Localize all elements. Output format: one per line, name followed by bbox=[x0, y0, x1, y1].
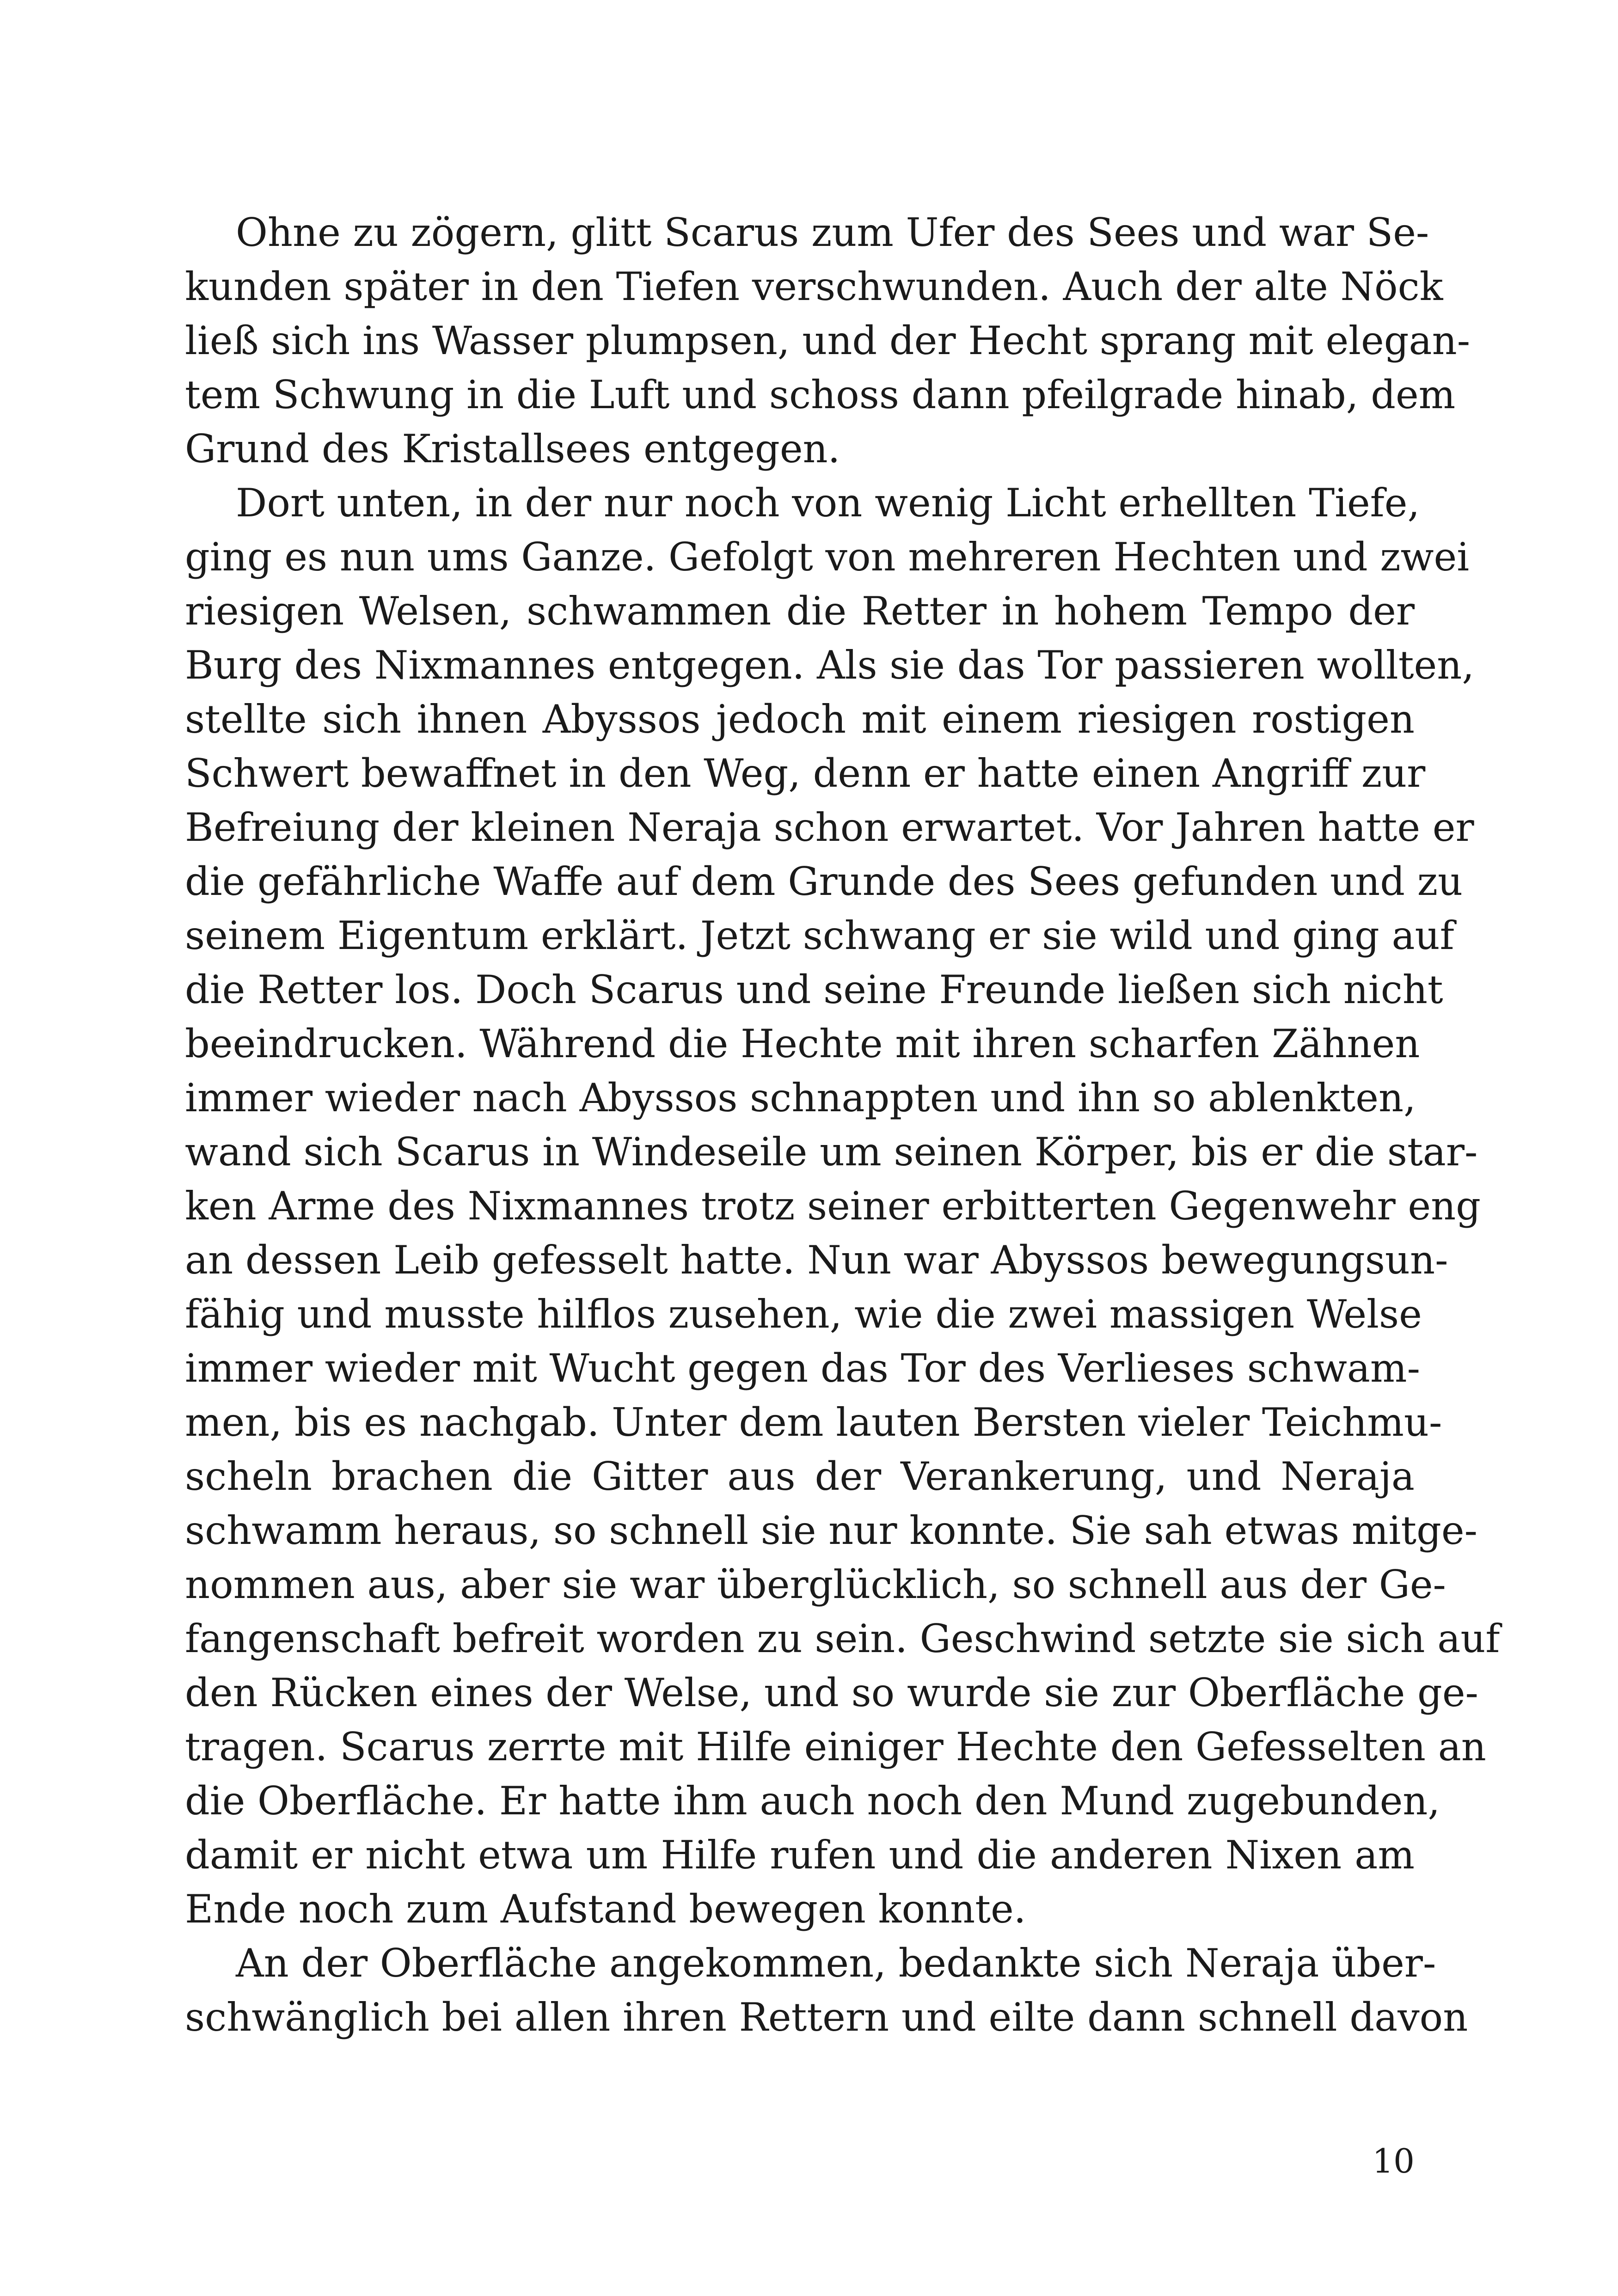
text-line: beeindrucken. Während die Hechte mit ihren scharfen Zähnen bbox=[185, 1021, 1420, 1066]
text-line: men, bis es nachgab. Unter dem lauten Bersten vieler Teichmu- bbox=[185, 1400, 1442, 1445]
text-line: tem Schwung in die Luft und schoss dann pfeilgrade hinab, dem bbox=[185, 372, 1456, 417]
text-line: schwamm heraus, so schnell sie nur konnte. Sie sah etwas mitge- bbox=[185, 1508, 1477, 1553]
text-line: seinem Eigentum erklärt. Jetzt schwang er sie wild und ging auf bbox=[185, 913, 1454, 958]
text-line: scheln brachen die Gitter aus der Verankerung, und Neraja bbox=[185, 1454, 1415, 1499]
text-line: schwänglich bei allen ihren Rettern und eilte dann schnell davon bbox=[185, 1995, 1468, 2040]
text-line: fangenschaft befreit worden zu sein. Geschwind setzte sie sich auf bbox=[185, 1616, 1500, 1661]
text-line: stellte sich ihnen Abyssos jedoch mit einem riesigen rostigen bbox=[185, 697, 1415, 742]
text-line: die gefährliche Waffe auf dem Grunde des Sees gefunden und zu bbox=[185, 859, 1463, 904]
text-line: immer wieder mit Wucht gegen das Tor des Verlieses schwam- bbox=[185, 1346, 1420, 1391]
text-line: nommen aus, aber sie war überglücklich, so schnell aus der Ge- bbox=[185, 1562, 1446, 1607]
text-line: Ohne zu zögern, glitt Scarus zum Ufer des Sees und war Se- bbox=[236, 210, 1429, 255]
text-line: ließ sich ins Wasser plumpsen, und der Hecht sprang mit elegan- bbox=[185, 318, 1471, 363]
text-line: Grund des Kristallsees entgegen. bbox=[185, 426, 840, 471]
text-line: Burg des Nixmannes entgegen. Als sie das Tor passieren wollten, bbox=[185, 643, 1475, 688]
text-line: ken Arme des Nixmannes trotz seiner erbitterten Gegenwehr eng bbox=[185, 1183, 1481, 1229]
text-line: kunden später in den Tiefen verschwunden. Auch der alte Nöck bbox=[185, 264, 1443, 309]
text-line: die Oberfläche. Er hatte ihm auch noch den Mund zugebunden, bbox=[185, 1778, 1440, 1824]
text-line: Befreiung der kleinen Neraja schon erwartet. Vor Jahren hatte er bbox=[185, 805, 1474, 850]
page-number: 10 bbox=[1372, 2142, 1415, 2180]
text-line: den Rücken eines der Welse, und so wurde sie zur Oberfläche ge- bbox=[185, 1670, 1478, 1715]
text-line: An der Oberfläche angekommen, bedankte sich Neraja über- bbox=[236, 1941, 1436, 1986]
text-line: immer wieder nach Abyssos schnappten und ihn so ablenkten, bbox=[185, 1075, 1416, 1120]
text-line: fähig und musste hilflos zusehen, wie die zwei massigen Welse bbox=[185, 1292, 1422, 1337]
text-line: tragen. Scarus zerrte mit Hilfe einiger Hechte den Gefesselten an bbox=[185, 1724, 1486, 1769]
text-line: damit er nicht etwa um Hilfe rufen und die anderen Nixen am bbox=[185, 1832, 1415, 1878]
text-line: ging es nun ums Ganze. Gefolgt von mehreren Hechten und zwei bbox=[185, 534, 1470, 580]
text-line: an dessen Leib gefesselt hatte. Nun war Abyssos bewegungsun- bbox=[185, 1237, 1448, 1283]
text-line: Schwert bewaffnet in den Weg, denn er hatte einen Angriff zur bbox=[185, 751, 1426, 796]
text-line: die Retter los. Doch Scarus und seine Freunde ließen sich nicht bbox=[185, 967, 1443, 1012]
text-line: riesigen Welsen, schwammen die Retter in hohem Tempo der bbox=[185, 588, 1415, 634]
text-line: wand sich Scarus in Windeseile um seinen Körper, bis er die star- bbox=[185, 1129, 1478, 1175]
text-line: Dort unten, in der nur noch von wenig Licht erhellten Tiefe, bbox=[236, 480, 1420, 526]
text-line: Ende noch zum Aufstand bewegen konnte. bbox=[185, 1886, 1026, 1932]
body-text bbox=[185, 206, 1500, 2045]
